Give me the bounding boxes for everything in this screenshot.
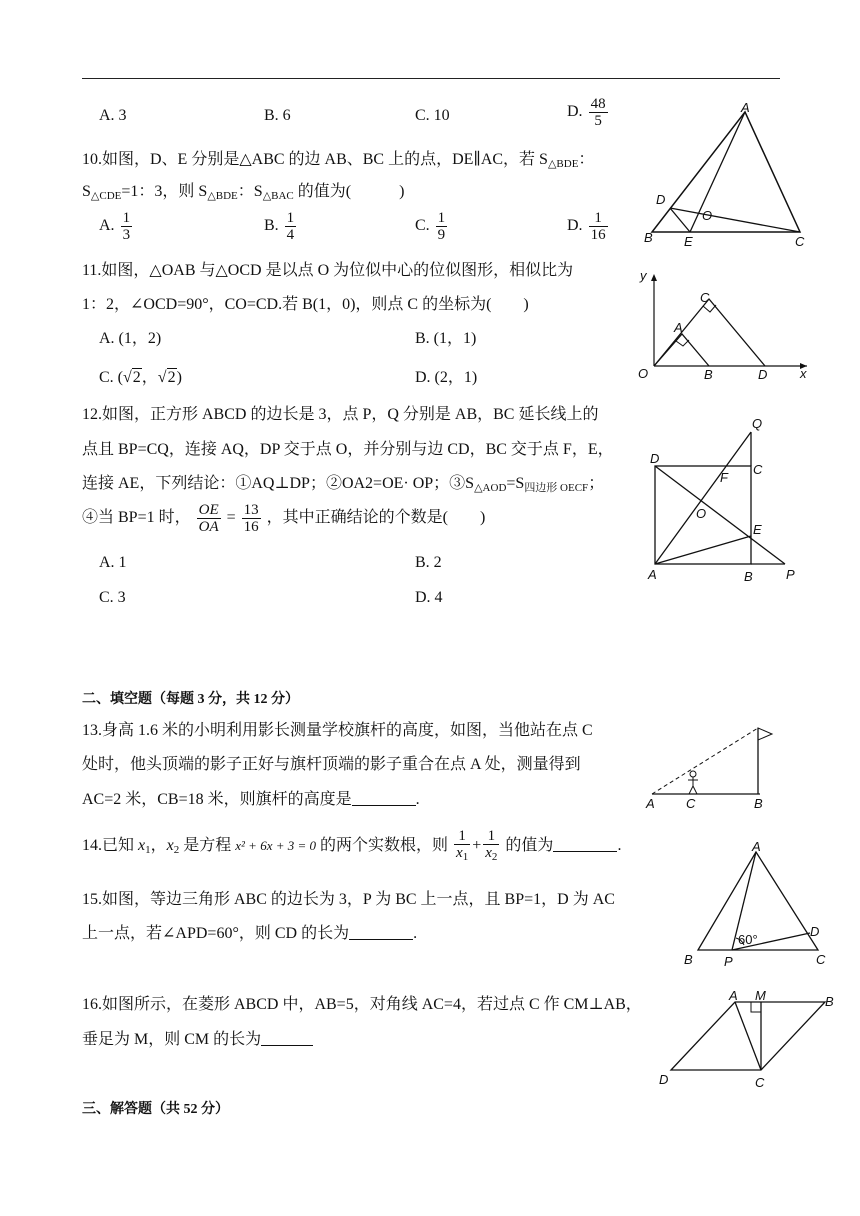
fig-label: B (644, 230, 653, 245)
fig-label: B (684, 952, 693, 967)
fig-label: 60° (738, 932, 758, 947)
q11-option-a: A. (1，2) (99, 330, 162, 347)
q12-line1: 12.如图，正方形 ABCD 的边长是 3，点 P，Q 分别是 AB，BC 延长线上的 (82, 406, 599, 423)
fig-label: E (684, 234, 693, 249)
fig-label: O (638, 366, 649, 381)
q14-line: 14.已知 $x_1$，$x_2$ 是方程 x² + 6x + 3 = 0 的两个实数根，则 $\frac{1}{x_1}$ + $\frac{1}{x_2}$ 的值为 . (82, 828, 622, 863)
fig-label: A (674, 320, 683, 335)
figure-q13-flagpole (640, 720, 780, 810)
q12-option-b: B. 2 (415, 554, 442, 571)
q16-line2: 垂足为 M，则 CM 的长为 (82, 1029, 313, 1050)
q12-line3: 连接 AE，下列结论：①AQ⊥DP；②OA2=OE· OP；$③S_{\triangle AOD}=S_{四边形 OECF}$； (82, 475, 605, 494)
q12-option-a: A. 1 (99, 554, 127, 571)
fig-label: B (744, 569, 753, 584)
fig-label: M (755, 988, 766, 1003)
fig-label: F (720, 470, 728, 485)
q11-line1: 11.如图，△OAB 与△OCD 是以点 O 为位似中心的位似图形，相似比为 (82, 262, 574, 279)
figure-q16-rhombus (655, 988, 840, 1093)
fig-label: A (729, 988, 738, 1003)
fig-label: D (758, 367, 768, 382)
fig-label: C (755, 1075, 765, 1090)
fig-label: A (752, 839, 761, 854)
q12-line4: ④当 BP=1 时， $\frac{OE}{OA}$ = $\frac{13}{16}$ ，其中正确结论的个数是( ) (82, 502, 486, 535)
fig-label: B (754, 796, 763, 810)
fig-label: O (696, 506, 707, 521)
q16-line1: 16.如图所示，在菱形 ABCD 中，AB=5，对角线 AC=4，若过点 C 作 CM⊥AB， (82, 996, 642, 1013)
fig-label: x (800, 366, 807, 381)
q15-line2: 上一点，若∠APD=60°，则 CD 的长为 . (82, 925, 418, 942)
fig-label: C (753, 462, 763, 477)
header-rule (82, 78, 780, 79)
fig-label: A (646, 796, 655, 810)
q10-option-a: A. $\frac{1}{3}$ (99, 210, 131, 243)
q12-line2: 点且 BP=CQ，连接 AQ，DP 交于点 O，并分别与边 CD，BC 交于点 F，E， (82, 441, 614, 458)
q9-option-c: C. 10 (415, 107, 450, 124)
q9-option-b: B. 6 (264, 107, 291, 124)
q11-line2: 1：2，∠OCD=90°，CO=CD.若 B(1，0)，则点 C 的坐标为( ) (82, 296, 529, 313)
fig-label: C (700, 290, 710, 305)
figure-q11-coordinate (632, 266, 812, 384)
fig-label: B (704, 367, 713, 382)
q10-option-d: D. $\frac{1}{16}$ (567, 210, 606, 243)
q13-line3: AC=2 米，CB=18 米，则旗杆的高度是 . (82, 791, 420, 808)
fig-label: D (650, 451, 660, 466)
q10-line1: 10.如图，D、E 分别是△ABC 的边 AB、BC 上的点，DE∥AC，若 $S_{\triangle BDE}$： (82, 151, 595, 170)
fig-label: B (825, 994, 834, 1009)
q11-option-c: C. (√2，√2) (99, 369, 182, 386)
q12-option-c: C. 3 (99, 589, 126, 606)
fig-label: y (640, 268, 647, 283)
fig-label: C (795, 234, 805, 249)
q13-line1: 13.身高 1.6 米的小明利用影长测量学校旗杆的高度，如图，当他站在点 C (82, 722, 593, 739)
fig-label: A (741, 100, 750, 115)
fig-label: C (816, 952, 826, 967)
fig-label: A (648, 567, 657, 582)
fig-label: P (724, 954, 733, 968)
q13-line2: 处时，他头顶端的影子正好与旗杆顶端的影子重合在点 A 处，测量得到 (82, 756, 581, 773)
q12-option-d: D. 4 (415, 589, 443, 606)
fig-label: C (686, 796, 696, 810)
q9-option-d: D. $\frac{48}{5}$ (567, 96, 606, 129)
q9-option-a: A. 3 (99, 107, 127, 124)
fig-label: P (786, 567, 795, 582)
figure-q12-square (640, 414, 810, 589)
fig-label: Q (752, 416, 763, 431)
fig-label: E (753, 522, 762, 537)
figure-q10-triangle (640, 100, 820, 250)
fig-label: D (810, 924, 820, 939)
figure-q15-equilateral (680, 838, 830, 968)
q10-option-b: B. $\frac{1}{4}$ (264, 210, 295, 243)
section-heading-fill-blank: 二、填空题（每题 3 分，共 12 分） (82, 692, 299, 707)
q11-option-b: B. (1，1) (415, 330, 477, 347)
fig-label: D (656, 192, 666, 207)
fig-label: D (659, 1072, 669, 1087)
section-heading-solve: 三、解答题（共 52 分） (82, 1102, 229, 1117)
fig-label: O (702, 208, 713, 223)
q10-line2: $S_{\triangle CDE}=1$：3，则 $S_{\triangle BDE}$：$S_{\triangle BAC}$ 的值为( ) (82, 183, 405, 202)
q11-option-d: D. (2，1) (415, 369, 478, 386)
q10-option-c: C. $\frac{1}{9}$ (415, 210, 446, 243)
q15-line1: 15.如图，等边三角形 ABC 的边长为 3，P 为 BC 上一点，且 BP=1，D 为 AC (82, 891, 615, 908)
